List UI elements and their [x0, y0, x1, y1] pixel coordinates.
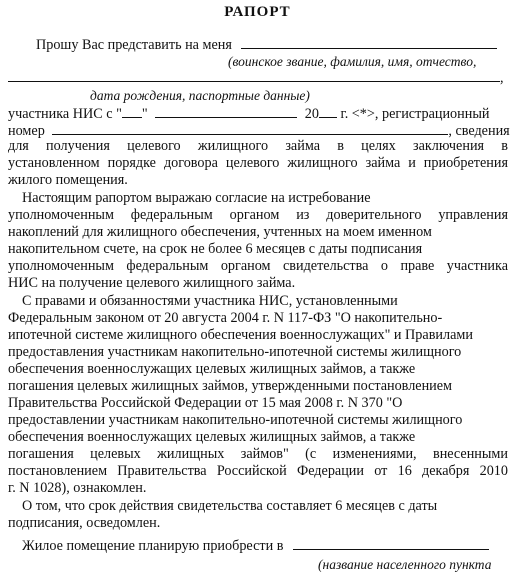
trailing-comma: ,: [500, 70, 504, 86]
body-line-1: для получения целевого жилищного займа в целях заключения в: [8, 138, 508, 154]
body-line-19: погашения целевых жилищных займов" (с изменениями, внесенными: [8, 446, 508, 462]
number-suffix: , сведения: [448, 123, 510, 139]
hint-rank-name: (воинское звание, фамилия, имя, отчество,: [228, 54, 477, 69]
body-line-6: накоплений для жилищного обеспечения, учтенных на моем именном: [8, 224, 432, 240]
number-label: номер: [8, 123, 45, 139]
request-text: Прошу Вас представить на меня: [36, 37, 232, 53]
body-line-20: постановлением Правительства Российской Федерации от 16 декабря 2010: [8, 463, 508, 479]
participant-year-field[interactable]: [319, 104, 337, 118]
request-line: [36, 35, 508, 54]
settlement-field[interactable]: [293, 536, 489, 550]
registration-number-field[interactable]: [52, 121, 448, 135]
body-line-17: предоставлении участникам накопительно-ипотечной системы жилищного: [8, 412, 463, 428]
body-line-21: г. N 1028), ознакомлен.: [8, 480, 147, 496]
body-line-22: О том, что срок действия свидетельства составляет 6 месяцев с даты: [22, 498, 438, 514]
rank-name-field[interactable]: [241, 35, 497, 49]
body-line-9: НИС на получение целевого жилищного займа.: [8, 275, 296, 291]
participant-suffix: г. <*>, регистрационный: [340, 106, 490, 122]
personal-data-field[interactable]: [8, 68, 500, 82]
participant-quote-close: ": [141, 106, 148, 122]
participant-year-prefix: 20: [304, 106, 319, 122]
participant-day-field[interactable]: [122, 104, 142, 118]
body-line-2: установленном порядке договора целевого жилищного займа и приобретения: [8, 155, 508, 171]
body-line-10: С правами и обязанностями участника НИС, установленными: [22, 293, 398, 309]
hint-settlement: (название населенного пункта: [318, 557, 492, 572]
body-line-4: Настоящим рапортом выражаю согласие на истребование: [22, 190, 371, 206]
housing-text: Жилое помещение планирую приобрести в: [22, 538, 284, 554]
document-title: РАПОРТ: [224, 4, 291, 20]
body-line-15: погашения целевых жилищных займов, утвержденными постановлением: [8, 378, 453, 394]
body-line-18: обеспечения военнослужащих целевых жилищных займов, а также: [8, 429, 416, 445]
body-line-16: Правительства Российской Федерации от 15 мая 2008 г. N 370 "О: [8, 395, 403, 411]
blank-line-1: [8, 68, 508, 87]
participant-prefix: участника НИС с ": [8, 106, 122, 122]
body-line-12: ипотечной системе жилищного обеспечения военнослужащих" и Правилами: [8, 327, 473, 343]
body-line-5: уполномоченным федеральным органом из доверительного управления: [8, 207, 508, 223]
body-line-8: уполномоченным федеральным органом свидетельства о праве участника: [8, 258, 508, 274]
housing-line: [22, 536, 508, 555]
hint-birth-passport: дата рождения, паспортные данные): [90, 88, 310, 103]
body-line-13: предоставления участникам накопительно-ипотечной системы жилищного: [8, 344, 462, 360]
body-line-11: Федеральным законом от 20 августа 2004 г. N 117-ФЗ "О накопительно-: [8, 310, 443, 326]
participant-month-field[interactable]: [155, 104, 297, 118]
body-line-7: накопительном счете, на срок не более 6 месяцев с даты подписания: [8, 241, 423, 257]
body-line-3: жилого помещения.: [8, 172, 128, 188]
body-line-14: обеспечения военнослужащих целевых жилищных займов, а также: [8, 361, 416, 377]
body-line-23: подписания, осведомлен.: [8, 515, 161, 531]
